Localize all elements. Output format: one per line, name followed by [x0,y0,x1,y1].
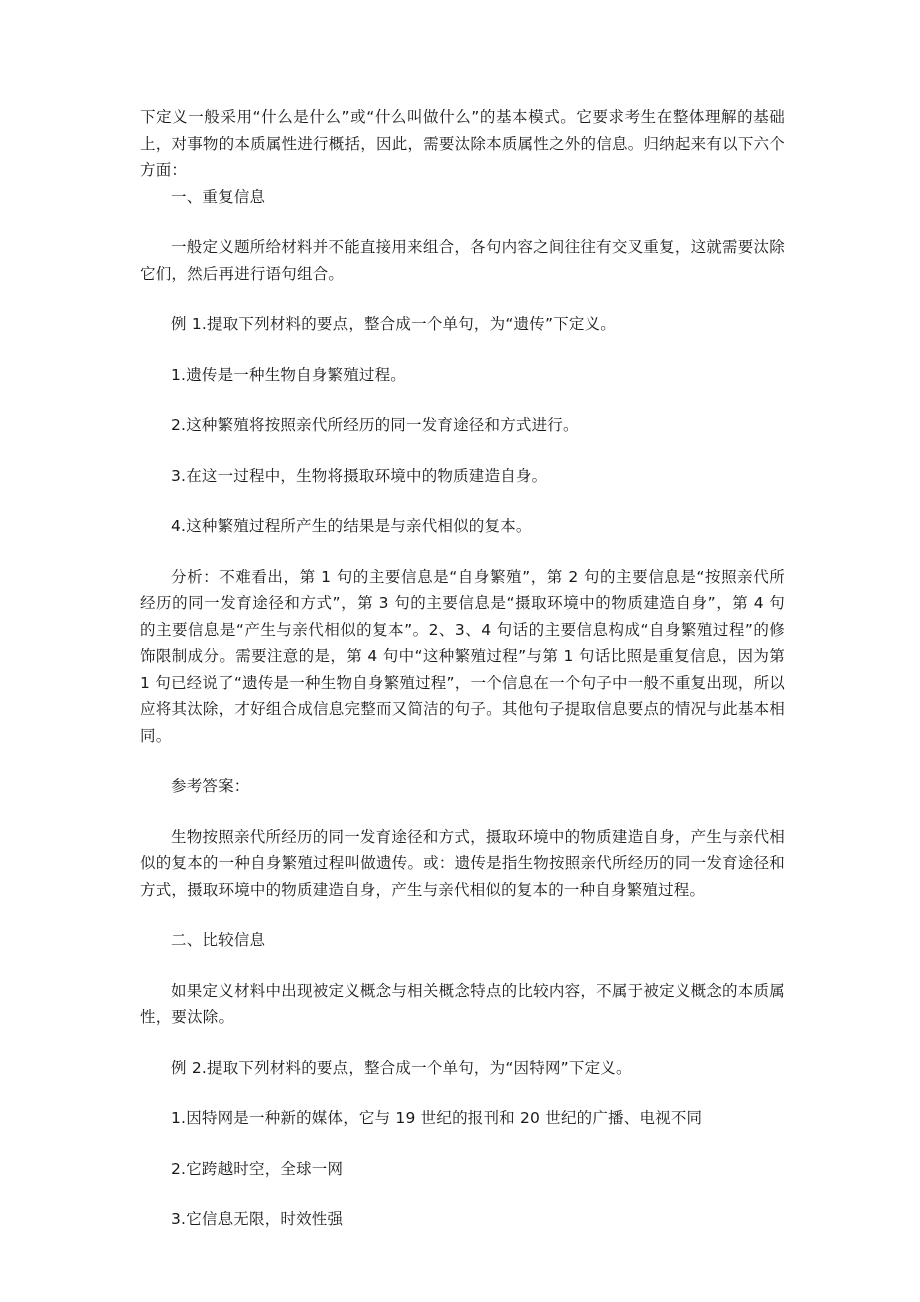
example-2-prompt: 例 2.提取下列材料的要点，整合成一个单句，为“因特网”下定义。 [171,1058,632,1077]
example-1-item: 1.遗传是一种生物自身繁殖过程。 [171,365,406,384]
example-1-item: 2.这种繁殖将按照亲代所经历的同一发育途径和方式进行。 [171,416,579,434]
analysis-paragraph: 分析：不难看出，第 1 句的主要信息是“自身繁殖”，第 2 句的主要信息是“按照亲代所经历的同一发育途径和方式”，第 3 句的主要信息是“摄取环境中的物质建造自身”，第 4 句的主要信息是“产生与亲代相似的复本”。2、3、4 句话的主要信息构成“自身繁殖过程”的修饰限制成分。需要注意的是，第 4 句中“这种繁殖过程”与第 1 句话比照是重复信息，因为第 1 句已经说了“遗传是一种生物自身繁殖过程”，一个信息在一个句子中一般不重复出现，所以应将其汰除，才好组合成信息完整而又简洁的句子。其他句子提取信息要点的情况与此基本相同。 [140,567,785,745]
example-1-prompt: 例 1.提取下列材料的要点，整合成一个单句，为“遗传”下定义。 [171,315,616,333]
example-1-item: 4.这种繁殖过程所产生的结果是与亲代相似的复本。 [171,517,532,535]
document-body [140,104,785,1233]
example-2-item: 1.因特网是一种新的媒体，它与 19 世纪的报刊和 20 世纪的广播、电视不同 [171,1109,703,1127]
reference-answer: 生物按照亲代所经历的同一发育途径和方式，摄取环境中的物质建造自身，产生与亲代相似的复本的一种自身繁殖过程叫做遗传。或：遗传是指生物按照亲代所经历的同一发育途径和方式，摄取环境中的物质建造自身，产生与亲代相似的复本的一种自身繁殖过程。 [140,827,785,899]
section-description-comparison-info: 如果定义材料中出现被定义概念与相关概念特点的比较内容，不属于被定义概念的本质属性，要汰除。 [140,981,785,1026]
section-heading-comparison-info: 二、比较信息 [171,931,266,949]
section-heading-repeated-info: 一、重复信息 [171,187,266,206]
section-description-repeated-info: 一般定义题所给材料并不能直接用来组合，各句内容之间往往有交叉重复，这就需要汰除它们，然后再进行语句组合。 [140,238,785,283]
example-2-item: 3.它信息无限，时效性强 [171,1210,344,1228]
reference-answer-label: 参考答案： [171,777,250,795]
intro-paragraph: 下定义一般采用“什么是什么”或“什么叫做什么”的基本模式。它要求考生在整体理解的基础上，对事物的本质属性进行概括，因此，需要汰除本质属性之外的信息。归纳起来有以下六个方面： [140,108,785,179]
example-1-item: 3.在这一过程中，生物将摄取环境中的物质建造自身。 [171,466,548,485]
example-2-item: 2.它跨越时空，全球一网 [171,1159,344,1178]
